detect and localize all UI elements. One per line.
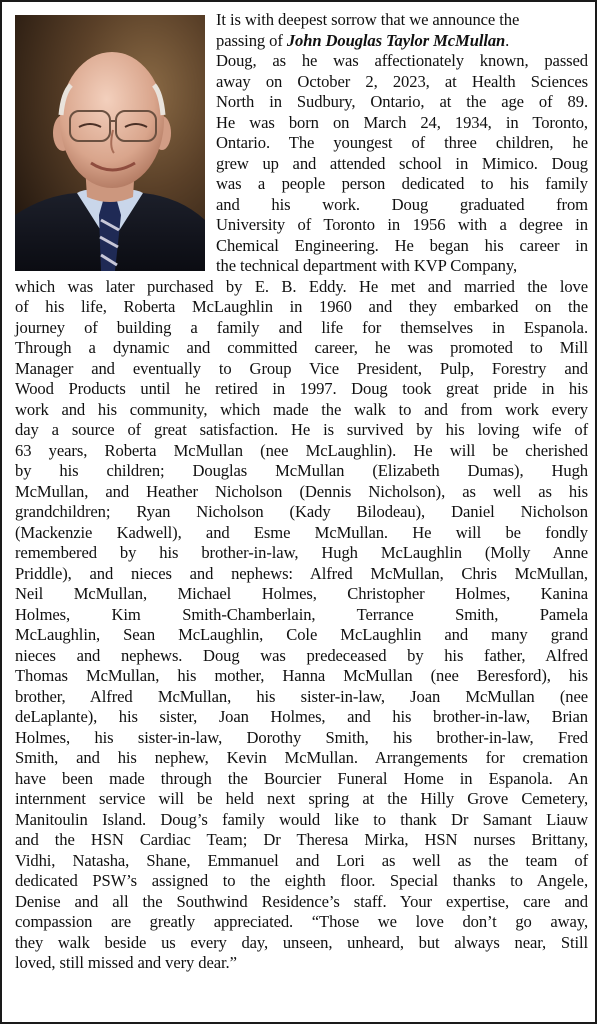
obituary-line: Thomas McMullan, his mother, Hanna McMullan (nee Beresford), his <box>15 666 588 685</box>
obituary-line: dedicated PSW’s assigned to the eighth floor. Special thanks to Angele, <box>15 871 588 890</box>
obituary-line: have been made through the Bourcier Funeral Home in Espanola. An <box>15 768 588 788</box>
obituary-line: Manitoulin Island. Doug’s family would like to thank Dr Samant Liauw <box>15 809 588 829</box>
obituary-line: and the HSN Cardiac Team; Dr Theresa Mirka, HSN nurses Brittany, <box>15 830 588 849</box>
obituary-line: Wood Products until he retired in 1997. Doug took great pride in his <box>15 379 588 398</box>
obituary-line: the technical department with KVP Company, <box>216 256 518 275</box>
obituary-line: It is with deepest sorrow that we announce the <box>216 10 520 29</box>
obituary-line: McMullan, and Heather Nicholson (Dennis Nicholson), as well as his <box>15 481 588 501</box>
obituary-line-text: passing of <box>216 30 287 50</box>
obituary-line: day a source of great satisfaction. He is survived by his loving wife of <box>15 420 588 439</box>
obituary-line: internment service will be held next spring at the Hilly Grove Cemetery, <box>15 789 588 808</box>
obituary-line: and his work. Doug graduated from <box>216 194 588 214</box>
obituary-line: deLaplante), his sister, Joan Holmes, and his brother-in-law, Brian <box>15 707 588 726</box>
obituary-line: they walk beside us every day, unseen, unheard, but always near, Still <box>15 932 588 952</box>
obituary-line: remembered by his brother-in-law, Hugh McLaughlin (Molly Anne <box>15 543 588 562</box>
obituary-line: University of Toronto in 1956 with a degree in <box>216 215 588 234</box>
obituary-line: Vidhi, Natasha, Shane, Emmanuel and Lori as well as the team of <box>15 850 588 870</box>
obituary-line-text: . <box>505 30 510 50</box>
obituary-line <box>216 31 588 51</box>
obituary-line: by his children; Douglas McMullan (Elizabeth Dumas), Hugh <box>15 461 588 480</box>
obituary-line: North in Sudbury, Ontario, at the age of 89. <box>216 92 588 111</box>
obituary-line: McLaughlin, Sean McLaughlin, Cole McLaughlin and many grand <box>15 625 588 644</box>
obituary-line: away on October 2, 2023, at Health Sciences <box>216 71 588 91</box>
obituary-line: journey of building a family and life for themselves in Espanola. <box>15 317 588 337</box>
obituary-line: was a people person dedicated to his family <box>216 174 588 193</box>
obituary-line: Denise and all the Southwind Residence’s staff. Your expertise, care and <box>15 891 588 911</box>
obituary-line: Manager and eventually to Group Vice President, Pulp, Forestry and <box>15 358 588 378</box>
obituary-line: 63 years, Roberta McMullan (nee McLaughlin). He will be cherished <box>15 440 588 460</box>
obituary-line: Neil McMullan, Michael Holmes, Christopher Holmes, Kanina <box>15 584 588 603</box>
obituary-line: nieces and nephews. Doug was predeceased by his father, Alfred <box>15 645 588 665</box>
obituary-line: compassion are greatly appreciated. “Those we love don’t go away, <box>15 912 588 931</box>
obituary-line: work and his community, which made the walk to and from work every <box>15 399 588 419</box>
obituary-line: which was later purchased by E. B. Eddy. He met and married the love <box>15 276 588 296</box>
obituary-line: grandchildren; Ryan Nicholson (Kady Bilodeau), Daniel Nicholson <box>15 502 588 521</box>
portrait-photo <box>15 15 205 271</box>
obituary-line: Priddle), and nieces and nephews: Alfred McMullan, Chris McMullan, <box>15 563 588 583</box>
obituary-line: Holmes, his sister-in-law, Dorothy Smith, his brother-in-law, Fred <box>15 727 588 747</box>
obituary-line: loved, still missed and very dear.” <box>15 953 237 972</box>
obituary-line: Through a dynamic and committed career, he was promoted to Mill <box>15 338 588 357</box>
obituary-line: of his life, Roberta McLaughlin in 1960 and they embarked on the <box>15 297 588 316</box>
obituary-line: Doug, as he was affectionately known, passed <box>216 51 588 70</box>
obituary-line: He was born on March 24, 1934, in Toronto, <box>216 112 588 132</box>
obituary-line: Holmes, Kim Smith-Chamberlain, Terrance Smith, Pamela <box>15 604 588 624</box>
obituary-line: (Mackenzie Kadwell), and Esme McMullan. He will be fondly <box>15 522 588 542</box>
obituary-line: Smith, and his nephew, Kevin McMullan. Arrangements for cremation <box>15 748 588 767</box>
obituary-line: Ontario. The youngest of three children, he <box>216 133 588 152</box>
obituary-line: grew up and attended school in Mimico. Doug <box>216 153 588 173</box>
obituary-line: brother, Alfred McMullan, his sister-in-law, Joan McMullan (nee <box>15 686 588 706</box>
deceased-name: John Douglas Taylor McMullan <box>286 30 506 50</box>
obituary-line: Chemical Engineering. He began his career in <box>216 235 588 255</box>
